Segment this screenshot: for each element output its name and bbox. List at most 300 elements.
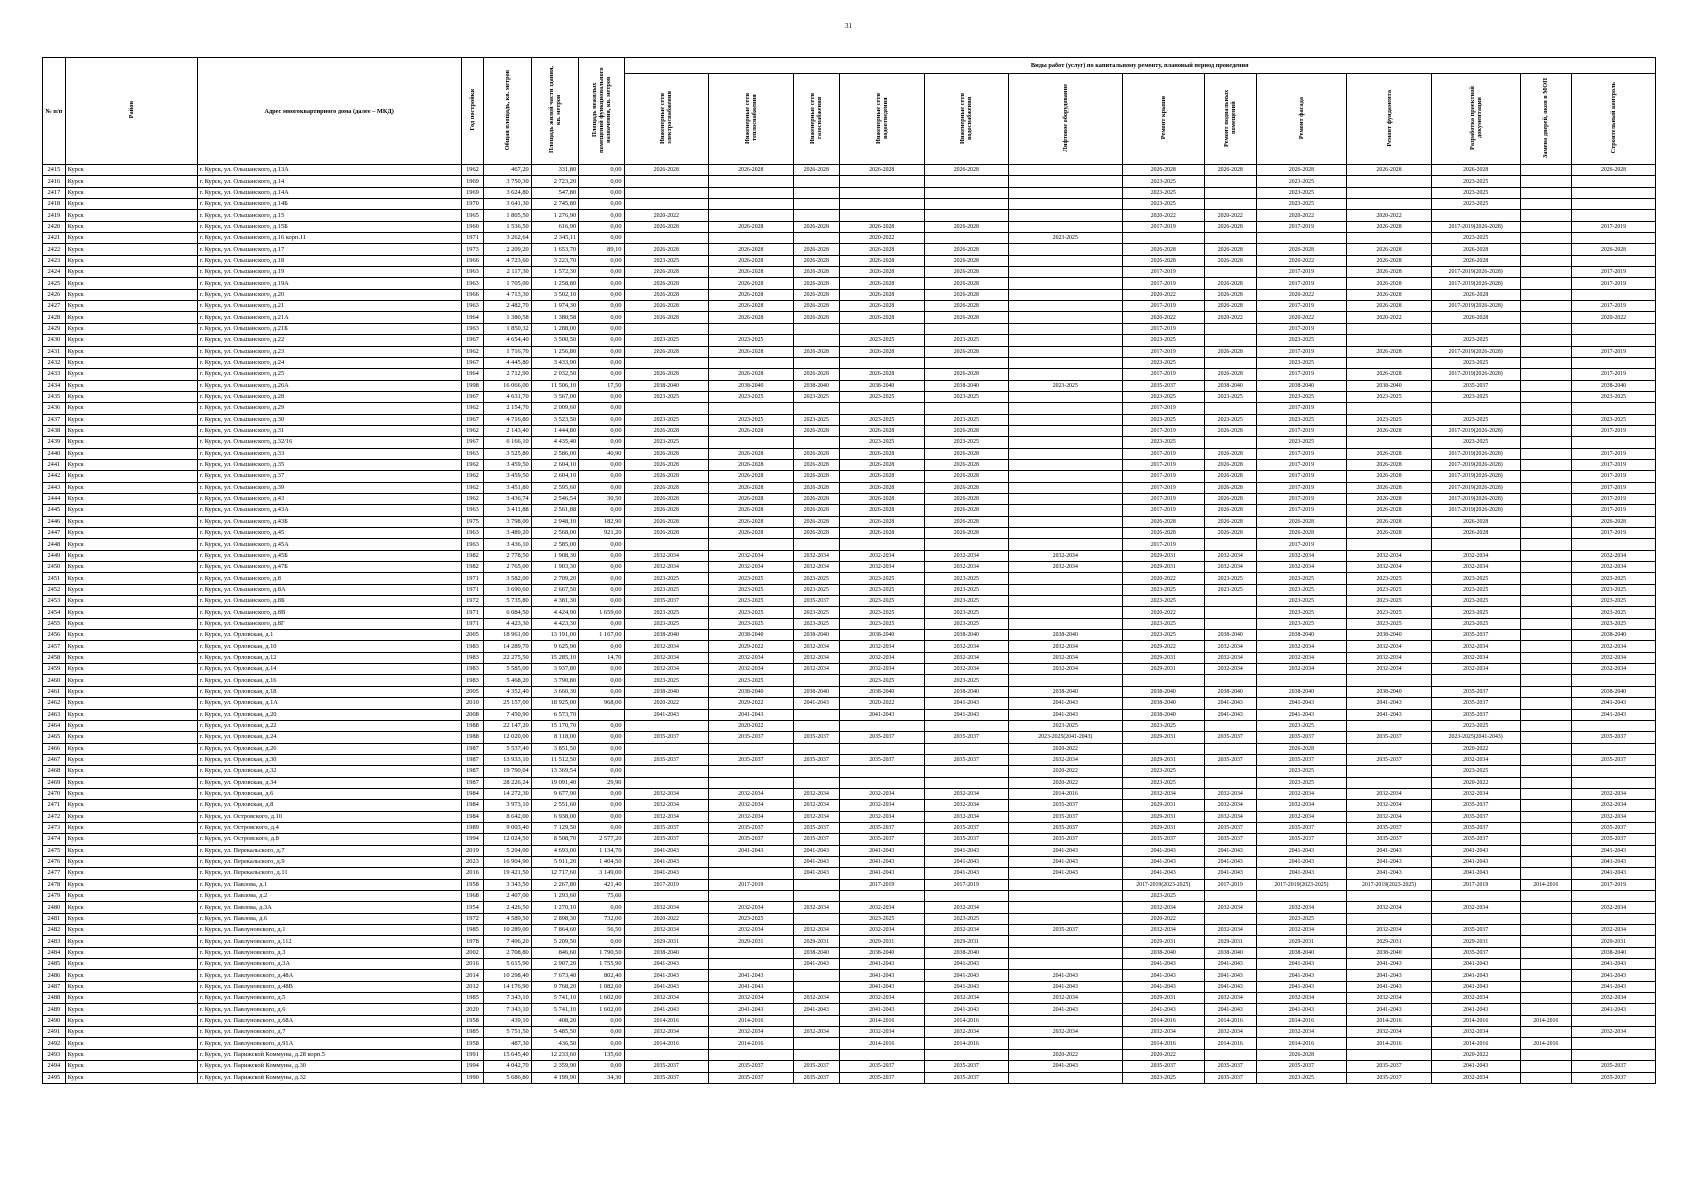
row-work-period: 2014-2016 (1122, 1015, 1204, 1026)
row-living-area: 13 369,54 (531, 766, 578, 777)
row-work-period: 2032-2034 (1572, 1027, 1656, 1038)
row-living-area: 3 223,70 (531, 255, 578, 266)
row-num: 2447 (43, 528, 66, 539)
row-work-period (1205, 403, 1257, 414)
row-num: 2476 (43, 856, 66, 867)
row-work-period: 2041-2043 (1205, 959, 1257, 970)
row-living-area: 5 741,10 (531, 993, 578, 1004)
row-year: 1987 (461, 766, 484, 777)
row-work-period (1572, 199, 1656, 210)
row-year: 1967 (461, 391, 484, 402)
row-year: 1978 (461, 936, 484, 947)
row-work-period: 2041-2043 (1572, 856, 1656, 867)
row-total-area: 3 582,00 (484, 573, 531, 584)
row-work-period: 2032-2034 (1431, 1072, 1520, 1083)
row-work-period (1572, 255, 1656, 266)
row-work-period: 2035-2037 (1431, 822, 1520, 833)
table-row (43, 459, 1656, 470)
row-work-period: 2026-2028 (1205, 346, 1257, 357)
row-address: г. Курск, ул. Орловская, д.32 (197, 766, 461, 777)
row-work-period (1572, 743, 1656, 754)
row-work-period: 2023-2025 (1256, 335, 1347, 346)
row-work-period: 2032-2034 (1431, 664, 1520, 675)
row-year: 1964 (461, 369, 484, 380)
row-work-period: 2023-2025 (840, 335, 925, 346)
row-work-period (793, 1049, 839, 1060)
row-work-period (1347, 233, 1432, 244)
table-row (43, 528, 1656, 539)
row-address: г. Курск, ул. Павлуновского, д.1 (197, 925, 461, 936)
row-work-period: 2026-2028 (793, 425, 839, 436)
row-work-period: 2026-2028 (840, 346, 925, 357)
row-work-period: 2032-2034 (624, 788, 709, 799)
row-work-period: 2020-2022 (624, 210, 709, 221)
row-work-period: 2041-2043 (624, 1004, 709, 1015)
row-work-period: 2023-2025 (924, 584, 1009, 595)
row-total-area: 1 716,70 (484, 346, 531, 357)
row-work-period (924, 720, 1009, 731)
row-year: 1968 (461, 891, 484, 902)
row-work-period: 2026-2028 (709, 346, 794, 357)
row-work-period: 2017-2019 (1256, 493, 1347, 504)
row-work-period: 2032-2034 (709, 902, 794, 913)
table-row (43, 267, 1656, 278)
row-work-period: 2023-2025 (1431, 720, 1520, 731)
row-work-period: 2026-2028 (1347, 301, 1432, 312)
table-row (43, 165, 1656, 176)
row-num: 2463 (43, 709, 66, 720)
row-work-period: 2020-2022 (1009, 743, 1122, 754)
row-work-period: 2041-2043 (709, 970, 794, 981)
row-year: 1971 (461, 618, 484, 629)
row-work-period: 2023-2025 (1347, 414, 1432, 425)
row-year: 1966 (461, 289, 484, 300)
row-work-period (793, 709, 839, 720)
row-work-period (1520, 346, 1572, 357)
row-work-period: 2041-2043 (1122, 845, 1204, 856)
row-num: 2444 (43, 493, 66, 504)
row-work-period (1520, 993, 1572, 1004)
row-work-period: 2014-2016 (1347, 1015, 1432, 1026)
row-work-period: 2041-2043 (1572, 709, 1656, 720)
row-work-period: 2032-2034 (793, 788, 839, 799)
row-total-area: 5 686,80 (484, 1072, 531, 1083)
row-nonliving-area: 135,60 (579, 1049, 624, 1060)
row-work-period (1347, 891, 1432, 902)
row-work-period: 2038-2040 (1122, 686, 1204, 697)
row-work-period: 2029-2031 (1122, 936, 1204, 947)
table-row (43, 1072, 1656, 1083)
row-nonliving-area: 0,00 (579, 573, 624, 584)
row-living-area: 5 911,20 (531, 856, 578, 867)
row-work-period: 2032-2034 (793, 664, 839, 675)
row-work-period: 2032-2034 (840, 902, 925, 913)
row-work-period: 2032-2034 (1572, 925, 1656, 936)
row-year: 2019 (461, 845, 484, 856)
row-work-period: 2026-2028 (709, 289, 794, 300)
row-work-period: 2023-2025 (1256, 437, 1347, 448)
row-year: 1971 (461, 584, 484, 595)
row-work-period: 2032-2034 (1122, 1027, 1204, 1038)
row-work-period (1009, 596, 1122, 607)
row-work-period: 2017-2019 (840, 879, 925, 890)
row-work-period: 2023-2025 (1122, 766, 1204, 777)
row-work-period: 2038-2040 (1205, 947, 1257, 958)
row-work-period: 2035-2037 (1431, 947, 1520, 958)
row-work-period: 2035-2037 (793, 822, 839, 833)
row-work-period (924, 539, 1009, 550)
row-work-period: 2017-2019 (1572, 471, 1656, 482)
row-work-period: 2023-2025 (1122, 414, 1204, 425)
row-work-period: 2032-2034 (1347, 664, 1432, 675)
row-work-period (1520, 267, 1572, 278)
row-nonliving-area: 0,00 (579, 176, 624, 187)
row-living-area: 4 423,30 (531, 618, 578, 629)
row-work-period (1009, 482, 1122, 493)
table-row (43, 346, 1656, 357)
row-address: г. Курск, ул. Павлова, д.3А (197, 902, 461, 913)
row-work-period (1205, 539, 1257, 550)
row-total-area: 6 084,50 (484, 607, 531, 618)
row-work-period (1520, 221, 1572, 232)
row-year: 1958 (461, 1015, 484, 1026)
row-work-period: 2014-2016 (709, 1015, 794, 1026)
row-district: Курск (65, 550, 197, 561)
row-work-period: 2026-2028 (793, 482, 839, 493)
header-work-4: Инженерные сети водоснабжения (924, 74, 1009, 165)
row-work-period: 2041-2043 (1347, 1004, 1432, 1015)
row-work-period: 2032-2034 (793, 902, 839, 913)
row-work-period: 2041-2043 (1205, 698, 1257, 709)
row-work-period (1520, 675, 1572, 686)
row-year: 1967 (461, 357, 484, 368)
row-num: 2457 (43, 641, 66, 652)
row-district: Курск (65, 766, 197, 777)
row-work-period: 2032-2034 (1009, 754, 1122, 765)
row-total-area: 5 735,80 (484, 596, 531, 607)
table-row (43, 993, 1656, 1004)
row-num: 2454 (43, 607, 66, 618)
row-work-period: 2017-2019 (1122, 403, 1204, 414)
row-work-period: 2032-2034 (624, 652, 709, 663)
row-work-period (709, 539, 794, 550)
row-work-period: 2035-2037 (924, 1072, 1009, 1083)
row-work-period (1347, 187, 1432, 198)
row-total-area: 14 289,70 (484, 641, 531, 652)
row-nonliving-area: 0,00 (579, 425, 624, 436)
row-year: 1987 (461, 777, 484, 788)
row-work-period: 2041-2043 (1572, 868, 1656, 879)
row-work-period (1009, 357, 1122, 368)
row-work-period (1009, 1015, 1122, 1026)
row-work-period: 2023-2025 (624, 414, 709, 425)
row-work-period: 2035-2037 (1205, 1072, 1257, 1083)
row-work-period (1572, 720, 1656, 731)
row-living-area: 4 381,30 (531, 596, 578, 607)
row-work-period: 2038-2040 (624, 947, 709, 958)
row-year: 1983 (461, 652, 484, 663)
row-work-period (924, 403, 1009, 414)
row-work-period (1009, 391, 1122, 402)
row-work-period: 2032-2034 (1347, 641, 1432, 652)
row-work-period: 2017-2019(2026-2028) (1431, 482, 1520, 493)
row-work-period: 2026-2028 (924, 221, 1009, 232)
row-year: 1969 (461, 176, 484, 187)
row-work-period (1122, 743, 1204, 754)
table-row (43, 800, 1656, 811)
row-work-period (1520, 1061, 1572, 1072)
row-work-period: 2038-2040 (1347, 686, 1432, 697)
row-work-period (1205, 187, 1257, 198)
header-work-11: Замена дверей, окон в МОП (1520, 74, 1572, 165)
row-num: 2488 (43, 993, 66, 1004)
row-work-period: 2023-2025 (709, 596, 794, 607)
row-work-period (1520, 482, 1572, 493)
row-work-period: 2041-2043 (793, 959, 839, 970)
header-address: Адрес многоквартирного дома (далее – МКД) (197, 58, 461, 165)
row-work-period: 2035-2037 (1009, 811, 1122, 822)
row-address: г. Курск, ул. Павлуновского, д.112 (197, 936, 461, 947)
row-living-area: 331,80 (531, 165, 578, 176)
row-work-period: 2026-2028 (924, 301, 1009, 312)
row-work-period: 2026-2028 (709, 471, 794, 482)
row-work-period: 2032-2034 (1431, 788, 1520, 799)
row-work-period: 2032-2034 (709, 1027, 794, 1038)
row-district: Курск (65, 856, 197, 867)
row-work-period: 2041-2043 (1431, 959, 1520, 970)
row-work-period (1009, 913, 1122, 924)
row-work-period (1520, 856, 1572, 867)
row-work-period (1520, 630, 1572, 641)
row-num: 2417 (43, 187, 66, 198)
row-work-period: 2014-2016 (1009, 788, 1122, 799)
row-work-period: 2035-2037 (1431, 834, 1520, 845)
row-work-period: 2041-2043 (709, 709, 794, 720)
row-work-period (1520, 902, 1572, 913)
row-work-period: 2035-2037 (624, 732, 709, 743)
header-work-2: Инженерные сети газоснабжения (793, 74, 839, 165)
row-work-period: 2032-2034 (840, 993, 925, 1004)
row-num: 2439 (43, 437, 66, 448)
row-work-period: 2023-2025 (1122, 187, 1204, 198)
row-work-period: 2026-2028 (793, 267, 839, 278)
row-work-period: 2041-2043 (924, 709, 1009, 720)
row-address: г. Курск, ул. Ольшанского, д.8А (197, 584, 461, 595)
row-work-period (1256, 233, 1347, 244)
row-num: 2459 (43, 664, 66, 675)
row-work-period: 2026-2028 (924, 346, 1009, 357)
row-work-period: 2023-2025 (1347, 391, 1432, 402)
row-address: г. Курск, ул. Ольшанского, д.21А (197, 312, 461, 323)
row-address: г. Курск, ул. Ольшанского, д.26А (197, 380, 461, 391)
row-work-period: 2026-2028 (1347, 482, 1432, 493)
row-district: Курск (65, 618, 197, 629)
row-work-period: 2038-2040 (793, 686, 839, 697)
row-work-period: 2032-2034 (840, 664, 925, 675)
row-work-period (1431, 539, 1520, 550)
header-work-3: Инженерные сети водоотведения (840, 74, 925, 165)
row-address: г. Курск, ул. Ольшанского, д.43 (197, 493, 461, 504)
row-work-period (924, 743, 1009, 754)
row-nonliving-area: 0,00 (579, 550, 624, 561)
row-work-period: 2035-2037 (1009, 822, 1122, 833)
row-total-area: 5 468,20 (484, 675, 531, 686)
row-address: г. Курск, ул. Орловская, д.26 (197, 743, 461, 754)
row-district: Курск (65, 165, 197, 176)
row-work-period: 2026-2028 (624, 278, 709, 289)
row-num: 2455 (43, 618, 66, 629)
row-work-period (1520, 811, 1572, 822)
table-row (43, 754, 1656, 765)
row-district: Курск (65, 596, 197, 607)
row-work-period: 2020-2022 (1431, 1049, 1520, 1060)
row-year: 1973 (461, 244, 484, 255)
row-work-period: 2023-2025 (924, 437, 1009, 448)
row-nonliving-area: 0,00 (579, 255, 624, 266)
row-work-period (1520, 686, 1572, 697)
row-work-period: 2032-2034 (840, 641, 925, 652)
row-work-period (793, 777, 839, 788)
row-district: Курск (65, 675, 197, 686)
row-work-period: 2017-2019 (1122, 323, 1204, 334)
row-work-period (1009, 369, 1122, 380)
row-num: 2462 (43, 698, 66, 709)
table-row (43, 834, 1656, 845)
row-work-period: 2035-2037 (1431, 811, 1520, 822)
row-work-period: 2038-2040 (1572, 380, 1656, 391)
row-work-period (840, 357, 925, 368)
row-work-period: 2023-2025 (1256, 391, 1347, 402)
row-nonliving-area: 421,40 (579, 879, 624, 890)
row-total-area: 6 166,10 (484, 437, 531, 448)
row-num: 2489 (43, 1004, 66, 1015)
row-work-period: 2023-2025 (793, 391, 839, 402)
row-work-period: 2035-2037 (793, 596, 839, 607)
row-work-period (1520, 323, 1572, 334)
row-nonliving-area: 0,00 (579, 323, 624, 334)
row-work-period: 2035-2037 (1205, 732, 1257, 743)
row-work-period (624, 777, 709, 788)
row-work-period (1347, 357, 1432, 368)
row-work-period: 2026-2028 (840, 255, 925, 266)
row-living-area: 3 433,90 (531, 357, 578, 368)
row-work-period: 2026-2028 (924, 528, 1009, 539)
table-row (43, 652, 1656, 663)
row-work-period (793, 199, 839, 210)
row-work-period: 2035-2037 (1431, 380, 1520, 391)
row-work-period: 2023-2025 (1256, 1072, 1347, 1083)
row-work-period: 2035-2037 (840, 822, 925, 833)
row-work-period: 2032-2034 (709, 788, 794, 799)
row-work-period (1347, 176, 1432, 187)
row-work-period: 2017-2019 (1122, 221, 1204, 232)
row-living-area: 2 667,50 (531, 584, 578, 595)
table-row (43, 868, 1656, 879)
row-work-period: 2023-2025 (624, 607, 709, 618)
row-district: Курск (65, 652, 197, 663)
row-work-period (624, 1049, 709, 1060)
row-work-period: 2026-2028 (624, 221, 709, 232)
row-work-period (1520, 414, 1572, 425)
row-work-period: 2023-2025 (1122, 199, 1204, 210)
row-living-area: 2 267,80 (531, 879, 578, 890)
row-district: Курск (65, 664, 197, 675)
row-work-period (624, 539, 709, 550)
row-living-area: 1 974,30 (531, 301, 578, 312)
table-row (43, 618, 1656, 629)
row-work-period: 2032-2034 (709, 550, 794, 561)
row-year: 1983 (461, 664, 484, 675)
row-work-period: 2020-2022 (1347, 210, 1432, 221)
row-district: Курск (65, 970, 197, 981)
row-work-period (624, 720, 709, 731)
row-work-period: 2032-2034 (840, 550, 925, 561)
row-work-period: 2038-2040 (1205, 630, 1257, 641)
row-work-period: 2023-2025 (709, 573, 794, 584)
row-work-period: 2023-2025 (1256, 187, 1347, 198)
row-work-period: 2014-2016 (924, 1015, 1009, 1026)
row-work-period: 2035-2037 (1256, 754, 1347, 765)
row-num: 2419 (43, 210, 66, 221)
row-work-period: 2035-2037 (1431, 698, 1520, 709)
row-address: г. Курск, ул. Ольшанского, д.14А (197, 187, 461, 198)
row-work-period: 2035-2037 (1009, 834, 1122, 845)
row-work-period: 2041-2043 (1431, 1004, 1520, 1015)
row-district: Курск (65, 936, 197, 947)
row-year: 1991 (461, 1049, 484, 1060)
row-work-period: 2026-2028 (924, 267, 1009, 278)
table-row (43, 822, 1656, 833)
row-work-period (1009, 187, 1122, 198)
row-district: Курск (65, 323, 197, 334)
row-work-period (709, 357, 794, 368)
row-work-period: 2035-2037 (1347, 834, 1432, 845)
row-work-period (1009, 289, 1122, 300)
row-work-period: 2026-2028 (1122, 255, 1204, 266)
row-district: Курск (65, 459, 197, 470)
row-year: 1971 (461, 233, 484, 244)
row-work-period: 2014-2016 (624, 1015, 709, 1026)
row-nonliving-area: 0,00 (579, 221, 624, 232)
row-work-period (1572, 233, 1656, 244)
row-work-period: 2026-2028 (840, 471, 925, 482)
table-row (43, 233, 1656, 244)
row-work-period (1572, 323, 1656, 334)
row-year: 1975 (461, 516, 484, 527)
row-work-period (1009, 165, 1122, 176)
row-work-period: 2035-2037 (924, 754, 1009, 765)
row-work-period (709, 210, 794, 221)
row-work-period: 2035-2037 (840, 834, 925, 845)
row-address: г. Курск, ул. Ольшанского, д.19А (197, 278, 461, 289)
row-work-period (840, 187, 925, 198)
row-work-period (709, 777, 794, 788)
row-work-period: 2032-2034 (924, 925, 1009, 936)
row-address: г. Курск, ул. Ольшанского, д.18 (197, 255, 461, 266)
row-year: 1971 (461, 573, 484, 584)
row-work-period: 2041-2043 (624, 856, 709, 867)
row-work-period: 2035-2037 (1256, 1061, 1347, 1072)
table-row (43, 959, 1656, 970)
row-num: 2416 (43, 176, 66, 187)
row-nonliving-area: 30,50 (579, 493, 624, 504)
row-work-period: 2035-2037 (793, 1061, 839, 1072)
row-work-period: 2032-2034 (624, 811, 709, 822)
row-work-period: 2032-2034 (1122, 925, 1204, 936)
row-num: 2478 (43, 879, 66, 890)
row-work-period: 2041-2043 (1205, 981, 1257, 992)
row-work-period (1009, 607, 1122, 618)
